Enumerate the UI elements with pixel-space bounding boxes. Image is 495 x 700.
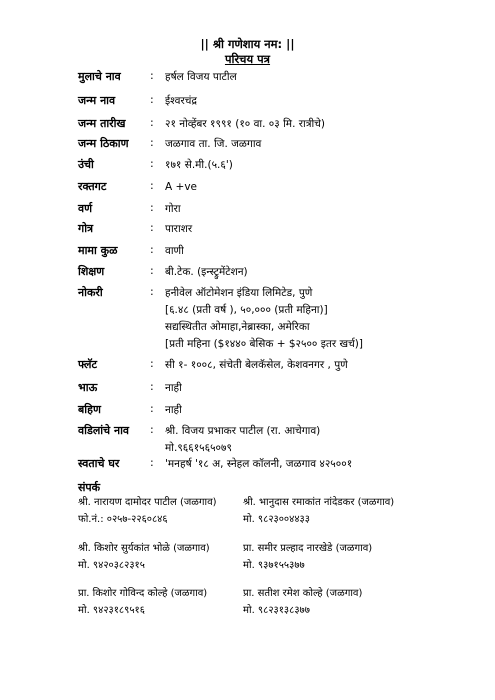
field-value: हर्षल विजय पाटील: [165, 71, 237, 83]
contact-name: प्रा. किशोर गोविन्द कोल्हे (जळगाव): [78, 588, 208, 599]
contact-name: श्री. नारायण दामोदर पाटील (जळगाव): [78, 497, 217, 508]
field-value: सी १- १००८, संचेती बेलकॅसेल, केशवनगर , पुणे: [165, 359, 348, 371]
field-value-line: मो.९६६१५६५०७९: [165, 442, 232, 454]
field-label: जन्म नाव: [78, 94, 116, 107]
colon: :: [150, 264, 154, 277]
field-value-line: हनीवेल ऑटोमेशन इंडिया लिमिटेड, पुणे: [165, 287, 313, 299]
colon: :: [150, 179, 154, 192]
colon: :: [150, 93, 154, 106]
colon: :: [150, 357, 154, 370]
field-label: स्वताचे घर: [78, 457, 120, 470]
field-label: वर्ण: [78, 202, 93, 215]
field-value: २१ नोव्हेंबर १९९१ (१० वा. ०३ मि. रात्रीचे): [165, 118, 326, 130]
field-label: गोत्र: [78, 222, 94, 235]
field-value: १७१ से.मी.(५.६'): [165, 159, 233, 171]
field-value: ईश्वरचंद्र: [165, 95, 197, 107]
field-value: जळगाव ता. जि. जळगाव: [165, 138, 262, 150]
colon: :: [150, 201, 154, 214]
field-label: जन्म ठिकाण: [78, 137, 129, 150]
field-value: नाही: [165, 382, 182, 394]
contact-item: [243, 585, 362, 619]
field-label: मुलाचे नाव: [78, 70, 121, 83]
field-value: 'मनहर्ष '१८ अ, स्नेहल कॉलनी, जळगाव ४२५००१: [165, 458, 353, 470]
field-value: गोरा: [165, 203, 181, 215]
field-value: A +ve: [165, 181, 197, 193]
field-label: उंची: [78, 158, 94, 171]
contact-item: [243, 540, 372, 574]
contact-name: श्री. किशोर सुर्यकांत भोळे (जळगाव): [78, 543, 210, 554]
colon: :: [150, 423, 154, 436]
field-value: पाराशर: [165, 223, 193, 235]
field-value-line: [प्रती महिना ($१४४० बेसिक + $२५०० इतर खर्च)]: [165, 338, 363, 350]
colon: :: [150, 380, 154, 393]
contact-phone: मो. ९३७१५५३७७: [243, 560, 305, 571]
contact-name: प्रा. समीर प्रल्हाद नारखेडे (जळगाव): [243, 543, 373, 554]
field-value: नाही: [165, 404, 182, 416]
contact-phone: मो. ९८२३००४४३३: [243, 514, 310, 525]
colon: :: [150, 221, 154, 234]
colon: :: [150, 157, 154, 170]
contact-item: [78, 494, 217, 528]
contact-phone: मो. ९४२०३८२३१५: [78, 560, 145, 571]
invocation-heading: || श्री गणेशाय नम: ||: [200, 37, 295, 51]
contact-item: [78, 585, 207, 619]
contact-name: प्रा. सतीश रमेश कोल्हे (जळगाव): [243, 588, 363, 599]
field-label: फ्लॅट: [78, 358, 98, 371]
colon: :: [150, 116, 154, 129]
field-value: वाणी: [165, 245, 184, 257]
field-value-line: श्री. विजय प्रभाकर पाटील (रा. आचेगाव): [165, 425, 321, 437]
colon: :: [150, 136, 154, 149]
colon: :: [150, 402, 154, 415]
contact-phone: फो.नं.: ०२५७-२२६०८४६: [78, 514, 168, 525]
colon: :: [150, 243, 154, 256]
colon: :: [150, 456, 154, 469]
contact-phone: मो. ९४२३१८९५१६: [78, 605, 145, 616]
contact-item: [243, 494, 394, 528]
field-label: नोकरी: [78, 286, 103, 299]
field-value: बी.टेक. (इन्स्ट्रुमेंटेशन): [165, 266, 248, 278]
field-label: शिक्षण: [78, 265, 105, 278]
contact-phone: मो. ९८२३१३८३७७: [243, 605, 310, 616]
contact-name: श्री. भानुदास रमाकांत नांदेडकर (जळगाव): [243, 497, 395, 508]
field-label: मामा कुळ: [78, 244, 118, 257]
colon: :: [150, 69, 154, 82]
field-label: वडिलांचे नाव: [78, 424, 130, 437]
field-label: बहिण: [78, 403, 101, 416]
contact-item: [78, 540, 210, 574]
colon: :: [150, 285, 154, 298]
field-label: जन्म तारीख: [78, 117, 126, 130]
page-title: परिचय पत्र: [224, 52, 271, 66]
field-label: भाऊ: [78, 381, 98, 394]
field-value-line: [६.४८ (प्रती वर्ष ), ५०,००० (प्रती महिना)]: [165, 304, 328, 316]
field-label: रक्तगट: [78, 180, 107, 193]
contacts-heading: संपर्क: [78, 481, 101, 494]
field-value-line: सद्यस्थितीत ओमाहा,नेब्रास्का, अमेरिका: [165, 321, 310, 333]
